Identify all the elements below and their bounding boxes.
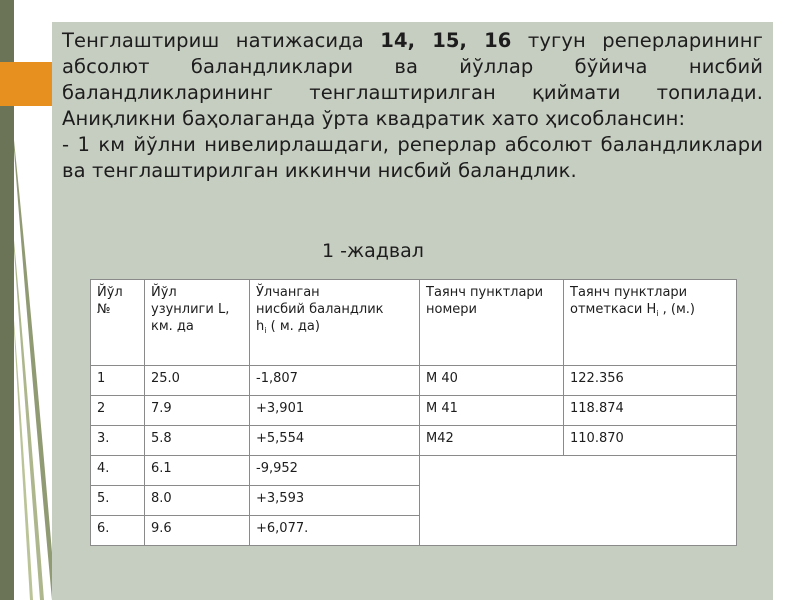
- header-route-length: Йўл узунлиги L, км. да: [145, 280, 250, 366]
- cell-measured-height: +3,593: [250, 486, 420, 516]
- cell-route-length: 7.9: [145, 396, 250, 426]
- cell-route-length: 5.8: [145, 426, 250, 456]
- cell-reference-point: М 40: [420, 366, 564, 396]
- cell-route-length: 9.6: [145, 516, 250, 546]
- node-numbers: 14, 15, 16: [380, 29, 512, 52]
- header-measured-height: Ўлчанган нисбий баландлик $h_i$ ( м. да): [250, 280, 420, 366]
- cell-measured-height: -1,807: [250, 366, 420, 396]
- header-reference-point: Таянч пунктлари номери: [420, 280, 564, 366]
- cell-route-length: 6.1: [145, 456, 250, 486]
- cell-route-length: 25.0: [145, 366, 250, 396]
- table-row: [91, 396, 737, 426]
- cell-reference-mark: 118.874: [564, 396, 737, 426]
- table-row: [91, 426, 737, 456]
- cell-measured-height: +6,077.: [250, 516, 420, 546]
- header-route-number: Йўл №: [91, 280, 145, 366]
- cell-route-length: 8.0: [145, 486, 250, 516]
- table-row: [91, 366, 737, 396]
- cell-route-number: 4.: [91, 456, 145, 486]
- header-reference-mark: Таянч пунктлари отметкаси $H_i$ , (м.): [564, 280, 737, 366]
- cell-route-number: 6.: [91, 516, 145, 546]
- cell-route-number: 2: [91, 396, 145, 426]
- cell-route-number: 3.: [91, 426, 145, 456]
- table-header-row: [91, 280, 737, 366]
- cell-measured-height: -9,952: [250, 456, 420, 486]
- empty-reference-block: [420, 456, 737, 546]
- cell-route-number: 5.: [91, 486, 145, 516]
- cell-measured-height: +3,901: [250, 396, 420, 426]
- cell-reference-mark: 110.870: [564, 426, 737, 456]
- orange-accent-tab: [0, 62, 52, 106]
- problem-text: Тенглаштириш натижасида 14, 15, 16 тугун реперларининг абсолют баландликлари ва йўллар бўйича нисбий баландликларининг тенглаштирилган қиймати топилади. Аниқликни баҳолаганда ўрта квадратик хато ҳисоблансин: - 1 км йўлни нивелирлашдаги, реперлар абсолют баландликлари ва тенглаштирилган иккинчи нисбий баландлик.: [62, 29, 763, 182]
- cell-reference-mark: 122.356: [564, 366, 737, 396]
- cell-reference-point: М42: [420, 426, 564, 456]
- cell-reference-point: М 41: [420, 396, 564, 426]
- slide-panel: [52, 22, 773, 600]
- table-caption: 1 -жадвал: [322, 240, 424, 262]
- table-row: [91, 456, 737, 486]
- cell-route-number: 1: [91, 366, 145, 396]
- cell-measured-height: +5,554: [250, 426, 420, 456]
- leveling-table: [90, 279, 737, 546]
